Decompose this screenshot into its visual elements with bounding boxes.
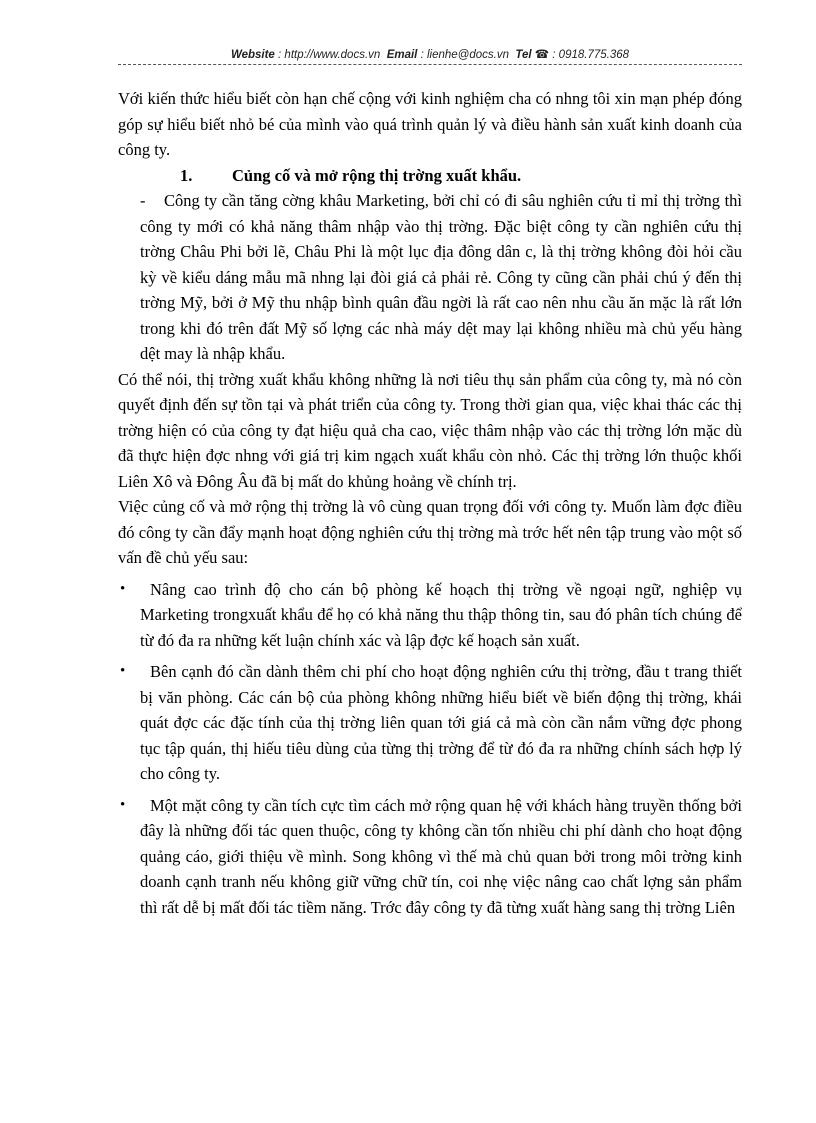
dash-list-item — [140, 188, 742, 367]
tel-label: Tel — [515, 49, 532, 61]
bullet-icon: • — [120, 663, 126, 679]
paragraph-markets: Có thể nói, thị trờng xuất khẩu không những là nơi tiêu thụ sản phẩm của công ty, mà nó còn quyết định đến sự tồn tại và phát triển của công ty. Trong thời gian qua, việc khai thác các thị trờng hiện có của công ty đạt hiệu quả cha cao, việc thâm nhập vào các thị trờng lớn mặc dù đã thực hiện đợc nhng với giá trị kim ngạch xuất khẩu còn nhỏ. Các thị trờng lớn thuộc khối Liên Xô và Đông Âu đã bị mất do khủng hoảng về chính trị. — [118, 369, 742, 491]
phone-icon: ☎ — [534, 49, 550, 61]
bullet-item — [118, 793, 742, 921]
bullet-item — [118, 577, 742, 654]
bullet-text: Một mặt công ty cần tích cực tìm cách mở rộng quan hệ với khách hàng truyền thống bởi đây là những đối tác quen thuộc, công ty không cần tốn nhiều chi phí dành cho hoạt động quảng cáo, giới thiệu về mình. Song không vì thế mà chủ quan bởi trong môi trờng kinh doanh cạnh tranh nếu không giữ vững chữ tín, coi nhẹ việc nâng cao chất lợng sản phẩm thì rất dễ bị mất đối tác tiềm năng. Trớc đây công ty đã từng xuất hàng sang thị trờng Liên — [140, 795, 742, 917]
bullet-icon: • — [120, 796, 126, 813]
email-value: : lienhe@docs.vn — [420, 49, 509, 61]
section-heading — [180, 163, 742, 189]
bullet-icon: • — [120, 580, 126, 597]
page-header — [118, 47, 742, 65]
bullet-text: Bên cạnh đó cần dành thêm chi phí cho hoạt động nghiên cứu thị trờng, đầu t trang thiết bị văn phòng. Các cán bộ của phòng không những hiểu biết về biến động thị trờng, khái quát đợc các đặc tính của thị trờng liên quan tới giá cả mà còn cần nắm vững đợc phong tục tập quán, thị hiếu tiêu dùng của từng thị trờng để từ đó đa ra những chính sách hợp lý cho công ty. — [140, 662, 742, 783]
website-value: : http://www.docs.vn — [278, 49, 381, 61]
document-body — [118, 86, 742, 920]
section-title: Củng cố và mở rộng thị trờng xuất khẩu. — [232, 165, 522, 185]
intro-paragraph: Với kiến thức hiểu biết còn hạn chế cộng với kinh nghiệm cha có nhng tôi xin mạn phép đóng góp sự hiểu biết nhỏ bé của mình vào quá trình quản lý và điều hành sản xuất kinh doanh của công ty. — [118, 89, 742, 159]
dash-marker: - — [140, 191, 146, 210]
tel-value: : 0918.775.368 — [552, 49, 630, 61]
section-number: 1. — [180, 165, 193, 185]
website-label: Website — [230, 49, 275, 61]
bullet-text: Nâng cao trình độ cho cán bộ phòng kế hoạch thị trờng về ngoại ngữ, nghiệp vụ Marketing trongxuất khẩu để họ có khả năng thu thập thông tin, sau đó phân tích chúng để từ đó đa ra những kết luận chính xác và lập đợc kế hoạch sản xuất. — [140, 579, 742, 650]
dash-item-text: Công ty cần tăng cờng khâu Marketing, bởi chỉ có đi sâu nghiên cứu tỉ mỉ thị trờng thì công ty mới có khả năng thâm nhập vào thị trờng. Đặc biệt công ty cần nghiên cứu thị trờng Châu Phi bởi lẽ, Châu Phi là một lục địa đông dân c, là thị trờng không đòi hỏi cầu kỳ về kiểu dáng mẫu mã nhng lại đòi giá cả phải rẻ. Công ty cũng cần phải chú ý đến thị trờng Mỹ, bởi ở Mỹ thu nhập bình quân đầu ngời là rất cao nên nhu cầu ăn mặc là rất lớn trong khi đó trên đất Mỹ số lợng các nhà máy dệt may lại không nhiều mà chủ yếu hàng dệt may là nhập khẩu. — [140, 191, 742, 363]
bullet-item — [118, 659, 742, 787]
paragraph-expansion: Việc củng cố và mở rộng thị trờng là vô cùng quan trọng đối với công ty. Muốn làm đợc điều đó công ty cần đẩy mạnh hoạt động nghiên cứu thị trờng mà trớc hết nên tập trung vào một số vấn đề chủ yếu sau: — [118, 497, 742, 567]
email-label: Email — [386, 49, 418, 61]
